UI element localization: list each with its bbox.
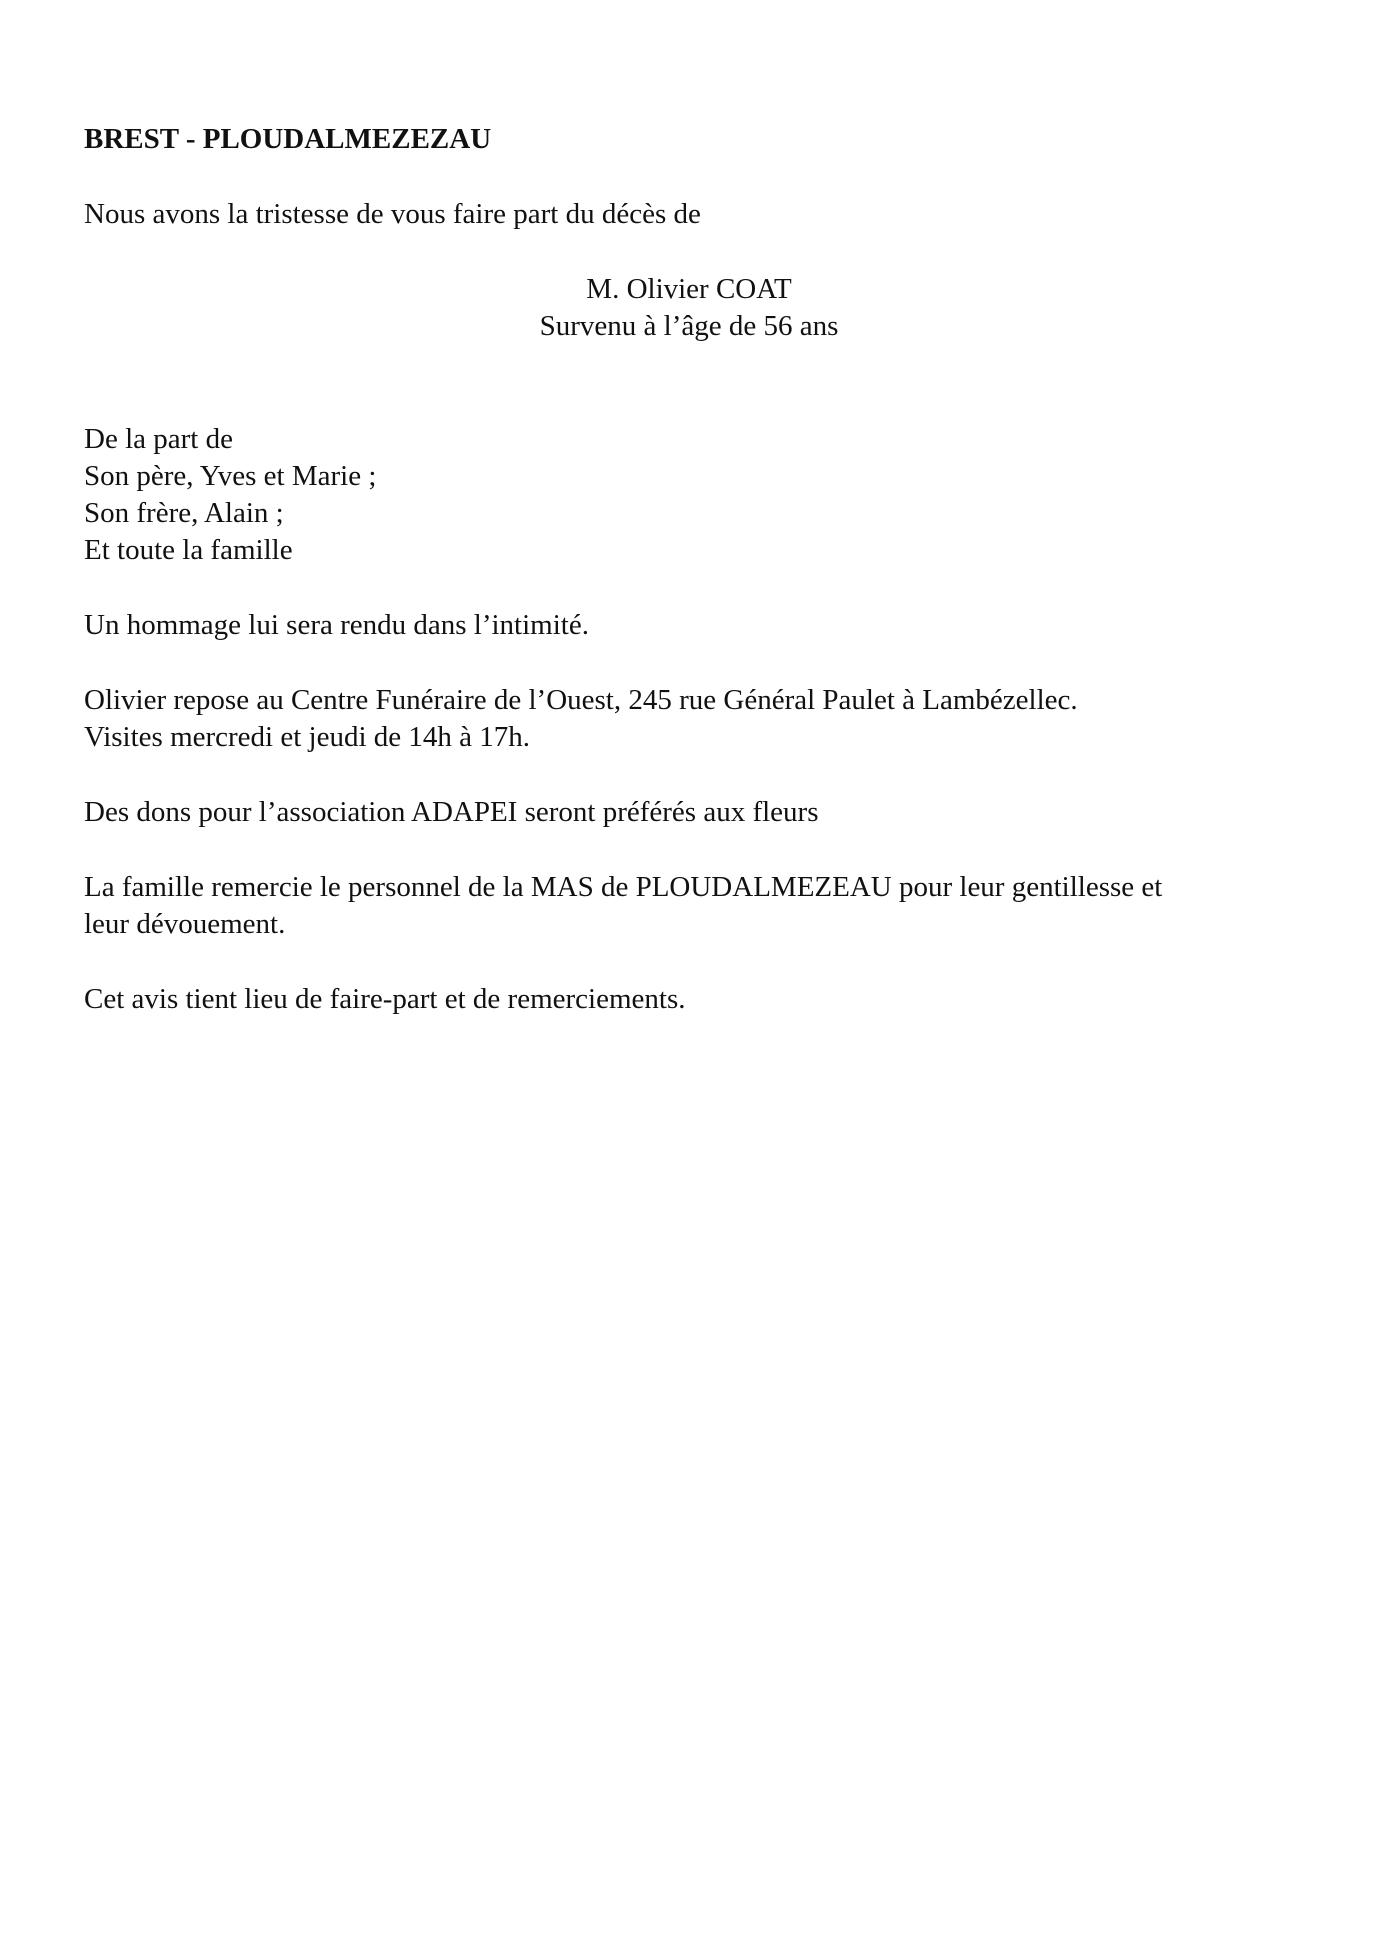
tribute-text: Un hommage lui sera rendu dans l’intimité. — [84, 609, 589, 641]
thanks-block — [84, 869, 1314, 943]
intro-text: Nous avons la tristesse de vous faire part du décès de — [84, 198, 701, 230]
obituary-page — [84, 121, 1314, 1018]
family-line: Et toute la famille — [84, 534, 293, 566]
visit-block — [84, 682, 1314, 756]
closing-text: Cet avis tient lieu de faire-part et de remerciements. — [84, 983, 686, 1015]
deceased-block — [84, 271, 1294, 345]
location-heading: BREST - PLOUDALMEZEZAU — [84, 123, 492, 155]
family-block — [84, 421, 1314, 569]
visit-line: Olivier repose au Centre Funéraire de l’Ouest, 245 rue Général Paulet à Lambézellec. — [84, 684, 1078, 716]
family-line: Son frère, Alain ; — [84, 497, 284, 529]
donation-text: Des dons pour l’association ADAPEI seront préférés aux fleurs — [84, 796, 819, 828]
thanks-line: leur dévouement. — [84, 908, 286, 940]
visit-line: Visites mercredi et jeudi de 14h à 17h. — [84, 721, 531, 753]
deceased-age: Survenu à l’âge de 56 ans — [539, 310, 839, 342]
family-line: Son père, Yves et Marie ; — [84, 460, 377, 492]
deceased-name: M. Olivier COAT — [586, 273, 792, 305]
thanks-line: La famille remercie le personnel de la MAS de PLOUDALMEZEAU pour leur gentillesse et — [84, 871, 1163, 903]
family-line: De la part de — [84, 423, 233, 455]
